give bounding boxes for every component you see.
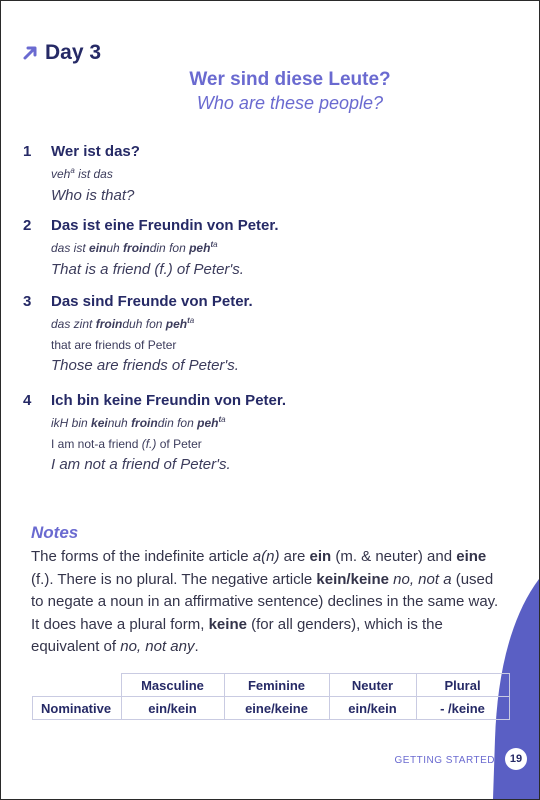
pronunciation: das zint froinduh fon peh$^{ta}$ <box>51 316 195 331</box>
english-translation: I am not a friend of Peter's. <box>51 456 231 473</box>
table-cell: ein/kein <box>329 697 416 720</box>
table-corner-cell <box>33 674 122 697</box>
article-table <box>32 673 510 720</box>
english-translation: That is a friend (f.) of Peter's. <box>51 261 244 278</box>
english-translation: Who is that? <box>51 187 135 204</box>
table-row <box>33 697 510 720</box>
table-row-label: Nominative <box>33 697 122 720</box>
table-cell: ein/kein <box>121 697 224 720</box>
english-translation: Those are friends of Peter's. <box>51 357 239 374</box>
table-cell: - /keine <box>416 697 509 720</box>
section-footer: GETTING STARTED <box>394 755 495 766</box>
german-sentence: Das ist eine Freundin von Peter. <box>51 217 279 234</box>
german-sentence: Ich bin keine Freundin von Peter. <box>51 392 287 409</box>
pronunciation: veh$^a$ ist das <box>51 166 113 181</box>
lesson-title-english: Who are these people? <box>196 93 384 113</box>
german-sentence: Das sind Freunde von Peter. <box>51 293 253 310</box>
notes-paragraph: The forms of the indefinite article a(n) are ein (m. & neuter) and eine (f.). There is no plural. The negative article kein/keine no, not a (used to negate a noun in an affirmative sentence) declines in the same way. It does have a plural form, keine (for all genders), which is the equivalent of no, not any. <box>31 548 499 655</box>
page-number: 19 <box>505 748 527 770</box>
pronunciation: ikH bin keinuh froindin fon peh$^{ta}$ <box>51 415 226 430</box>
literal-translation: I am not-a friend (f.) of Peter <box>51 437 202 451</box>
german-sentence: Wer ist das? <box>51 143 140 160</box>
table-cell: eine/keine <box>224 697 329 720</box>
day-header <box>21 41 101 65</box>
literal-translation: that are friends of Peter <box>51 338 177 352</box>
notes-title: Notes <box>31 523 79 542</box>
item-number: 2 <box>23 217 32 234</box>
lesson-title-german: Wer sind diese Leute? <box>189 69 391 90</box>
day-title: Day 3 <box>45 41 102 64</box>
table-header-row <box>33 674 510 697</box>
item-number: 3 <box>23 293 32 310</box>
table-header-cell: Masculine <box>121 674 224 697</box>
item-number: 4 <box>23 392 32 409</box>
table-header-cell: Plural <box>416 674 509 697</box>
table-header-cell: Neuter <box>329 674 416 697</box>
table-header-cell: Feminine <box>224 674 329 697</box>
item-number: 1 <box>23 143 32 160</box>
diagonal-arrow-icon <box>21 44 39 62</box>
pronunciation: das ist einuh froindin fon peh$^{ta}$ <box>51 240 218 255</box>
